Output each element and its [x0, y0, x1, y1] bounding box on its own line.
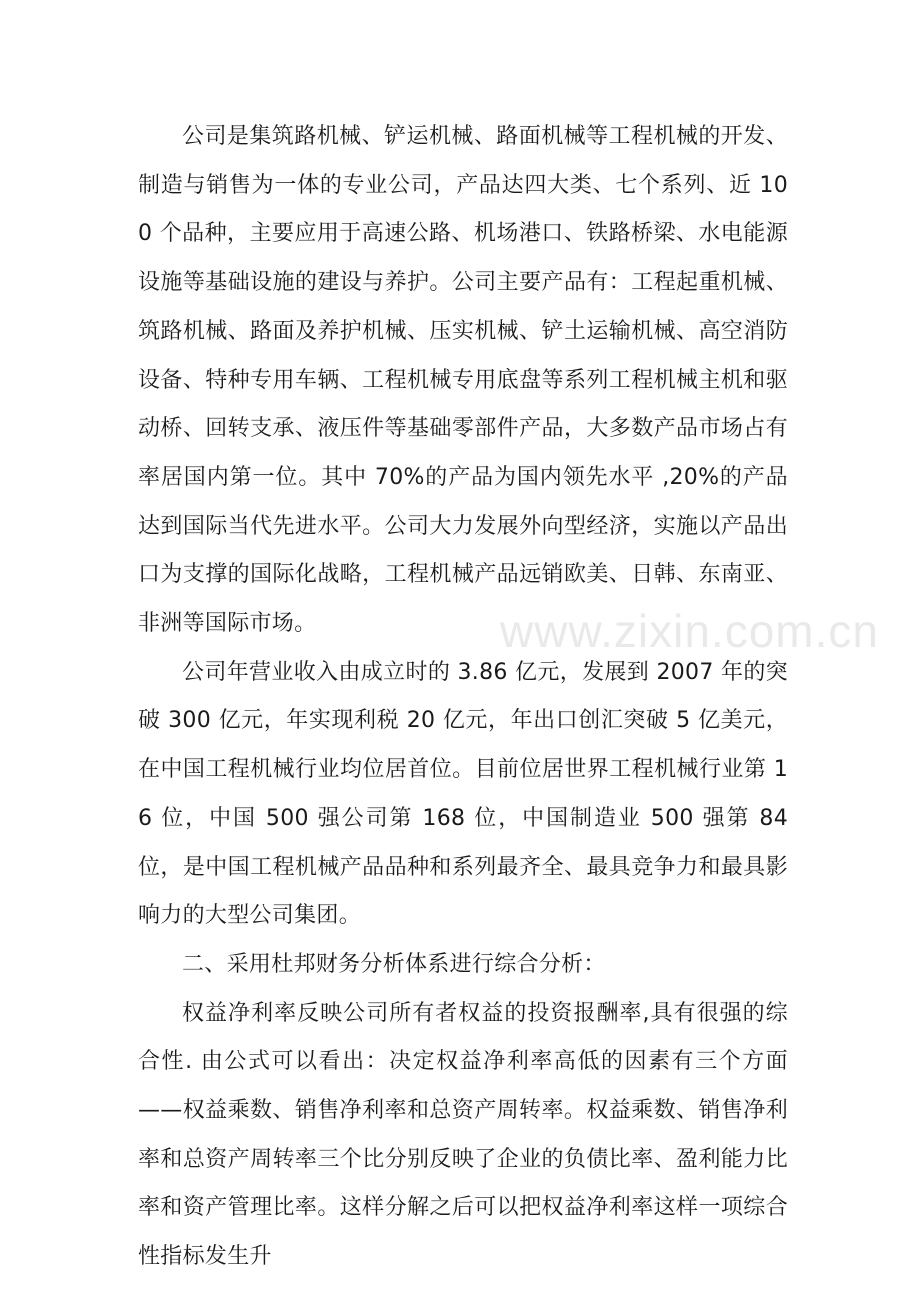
- revenue-paragraph: 公司年营业收入由成立时的 3.86 亿元，发展到 2007 年的突破 300 亿元，年实现利税 20 亿元，年出口创汇突破 5 亿美元，在中国工程机械行业均位居首位。目前位居世界工程机械行业第 16 位，中国 500 强公司第 168 位，中国制造业 500 强第 84 位，是中国工程机械产品品种和系列最齐全、最具竞争力和最具影响力的大型公司集团。: [138, 659, 788, 929]
- dupont-analysis-paragraph: 权益净利率反映公司所有者权益的投资报酬率,具有很强的综合性. 由公式可以看出：决定权益净利率高低的因素有三个方面——权益乘数、销售净利率和总资产周转率。权益乘数、销售净利率和总资产周转率三个比分别反映了企业的负债比率、盈利能力比率和资产管理比率。这样分解之后可以把权益净利率这样一项综合性指标发生升: [138, 1000, 788, 1270]
- company-intro-paragraph: 公司是集筑路机械、铲运机械、路面机械等工程机械的开发、制造与销售为一体的专业公司，产品达四大类、七个系列、近 100 个品种，主要应用于高速公路、机场港口、铁路桥梁、水电能源设施等基础设施的建设与养护。公司主要产品有：工程起重机械、筑路机械、路面及养护机械、压实机械、铲土运输机械、高空消防设备、特种专用车辆、工程机械专用底盘等系列工程机械主机和驱动桥、回转支承、液压件等基础零部件产品，大多数产品市场占有率居国内第一位。其中 70%的产品为国内领先水平 ,20%的产品达到国际当代先进水平。公司大力发展外向型经济，实施以产品出口为支撑的国际化战略，工程机械产品远销欧美、日韩、东南亚、非洲等国际市场。: [138, 124, 788, 637]
- watermark-text: www.zixin.com.cn: [500, 605, 879, 657]
- document-body: [138, 113, 788, 1282]
- section-heading: 二、采用杜邦财务分析体系进行综合分析：: [182, 951, 606, 977]
